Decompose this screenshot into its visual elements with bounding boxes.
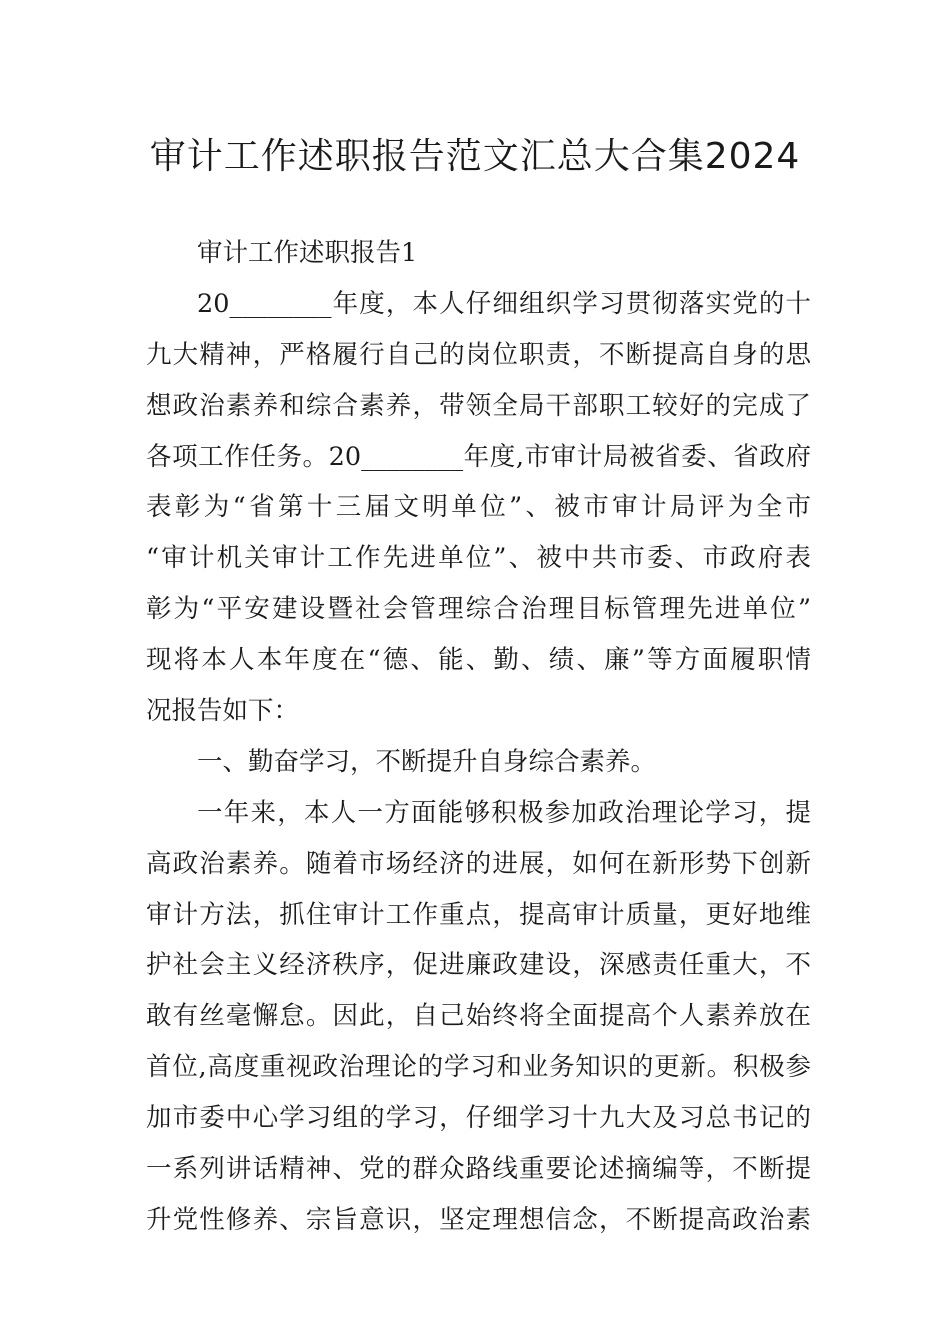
paragraph-line: 各项工作任务。20________年度,市审计局被省委、省政府 xyxy=(146,441,811,472)
paragraph-line: 想政治素养和综合素养，带领全局干部职工较好的完成了 xyxy=(146,390,811,421)
paragraph-line: 20________年度，本人仔细组织学习贯彻落实党的十 xyxy=(197,288,811,319)
paragraph-line: 高政治素养。随着市场经济的进展，如何在新形势下创新 xyxy=(146,848,811,879)
paragraph-line: 加市委中心学习组的学习，仔细学习十九大及习总书记的 xyxy=(146,1103,811,1134)
paragraph-line: 一年来，本人一方面能够积极参加政治理论学习，提 xyxy=(197,797,811,828)
paragraph-line: 一系列讲话精神、党的群众路线重要论述摘编等，不断提 xyxy=(146,1154,811,1185)
paragraph-line: 九大精神，严格履行自己的岗位职责，不断提高自身的思 xyxy=(146,339,811,370)
document-title: 审计工作述职报告范文汇总大合集2024 xyxy=(149,136,801,177)
section-heading: 一、勤奋学习，不断提升自身综合素养。 xyxy=(197,746,657,777)
paragraph-line: “审计机关审计工作先进单位”、被中共市委、市政府表 xyxy=(146,543,811,574)
paragraph-line: 现将本人本年度在“德、能、勤、绩、廉”等方面履职情 xyxy=(146,645,811,676)
paragraph-line: 表彰为“省第十三届文明单位”、被市审计局评为全市 xyxy=(146,492,811,523)
paragraph-line: 升党性修养、宗旨意识，坚定理想信念，不断提高政治素 xyxy=(146,1204,811,1235)
document-body xyxy=(146,228,811,1246)
paragraph-line: 护社会主义经济秩序，促进廉政建设，深感责任重大，不 xyxy=(146,950,811,981)
section-heading: 审计工作述职报告1 xyxy=(197,238,418,268)
paragraph-line: 彰为“平安建设暨社会管理综合治理目标管理先进单位” xyxy=(146,594,811,625)
paragraph-line: 审计方法，抓住审计工作重点，提高审计质量，更好地维 xyxy=(146,899,811,930)
paragraph-line: 况报告如下： xyxy=(146,696,300,727)
paragraph-line: 首位,高度重视政治理论的学习和业务知识的更新。积极参 xyxy=(146,1052,811,1083)
paragraph-line: 敢有丝毫懈怠。因此，自己始终将全面提高个人素养放在 xyxy=(146,1001,811,1032)
